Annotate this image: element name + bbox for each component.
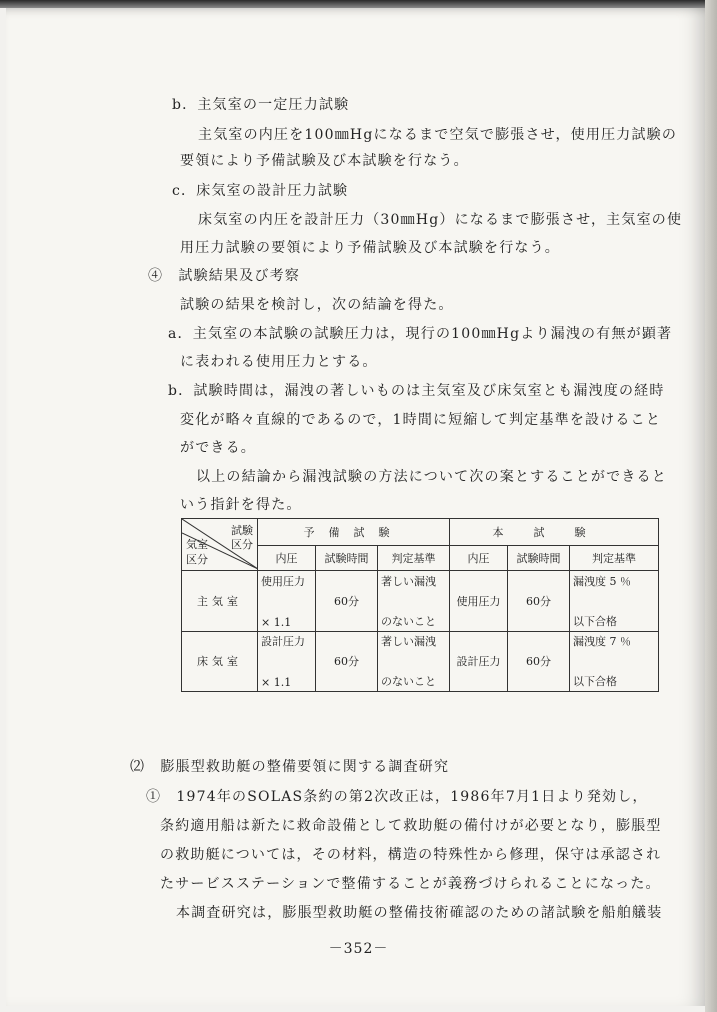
table-row [182,571,659,632]
paragraph-line: 要領により予備試験及び本試験を行なう。 [180,153,469,169]
paragraph-line: 変化が略々直線的であるので，1時間に短縮して判定基準を設けること [180,412,662,428]
paragraph-line: ができる。 [180,440,256,456]
subheader-pressure: 内圧 [450,546,508,571]
cell-hon-criteria: 漏洩度 5 ％ 以下合格 [570,571,659,632]
cell-hon-pressure: 設計圧力 [450,631,508,692]
cell-hon-time: 60分 [508,571,570,632]
table-row [182,631,659,692]
paragraph-line: たサービスステーションで整備することが義務づけられることになった。 [160,876,661,892]
cell-yobi-criteria: 著しい漏洩 のないこと [378,571,450,632]
corner-label-shiken: 試験 [231,524,253,537]
cell-hon-pressure: 使用圧力 [450,571,508,632]
item-b-heading: b．主気室の一定圧力試験 [172,97,350,113]
section-4-heading: ④ 試験結果及び考察 [148,268,300,284]
conclusion-b: b．試験時間は，漏洩の著しいものは主気室及び床気室とも漏洩度の経時 [168,383,665,399]
cell-yobi-time: 60分 [316,571,378,632]
cell-hon-criteria: 漏洩度 7 ％ 以下合格 [570,631,659,692]
row-label: 主気室 [182,571,258,632]
item-c-heading: c．床気室の設計圧力試験 [172,183,349,199]
corner-label-kubun-left: 区分 [186,553,208,566]
paragraph-line: いう指針を得た。 [180,497,302,513]
cell-yobi-pressure: 使用圧力 × 1.1 [258,571,316,632]
section-2-heading: ⑵ 膨脹型救助艇の整備要領に関する調査研究 [130,759,450,775]
paragraph-line: ① 1974年のSOLAS条約の第2次改正は，1986年7月1日より発効し， [146,789,648,805]
table-corner-cell [182,519,258,571]
paragraph-line: 用圧力試験の要領により予備試験及び本試験を行なう。 [180,240,560,256]
paragraph-line: 主気室の内圧を100㎜Hgになるまで空気で膨張させ，使用圧力試験の [198,127,678,143]
subheader-criteria: 判定基準 [570,546,659,571]
header-main-test: 本試験 [450,519,659,546]
scan-right-edge [705,0,717,1012]
conclusion-a: a．主気室の本試験の試験圧力は，現行の100㎜Hgより漏洩の有無が顕著 [168,326,673,342]
header-preliminary-test: 予備試験 [258,519,450,546]
corner-label-kishitsu: 気室 [186,538,208,551]
corner-label-kubun-top: 区分 [231,538,253,551]
page-number: －352－ [328,941,389,957]
subheader-test-time: 試験時間 [316,546,378,571]
cell-yobi-criteria: 著しい漏洩 のないこと [378,631,450,692]
paragraph-line: 条約適用船は新たに救命設備として救助艇の備付けが必要となり，膨脹型 [160,818,662,834]
subheader-test-time: 試験時間 [508,546,570,571]
cell-hon-time: 60分 [508,631,570,692]
paragraph-line: 本調査研究は，膨脹型救助艇の整備技術確認のための諸試験を船舶艤装 [176,905,663,921]
cell-yobi-pressure: 設計圧力 × 1.1 [258,631,316,692]
cell-yobi-time: 60分 [316,631,378,692]
paragraph-line: に表われる使用圧力とする。 [180,354,378,370]
subheader-pressure: 内圧 [258,546,316,571]
paragraph-line: 床気室の内圧を設計圧力（30㎜Hg）になるまで膨張させ，主気室の使 [198,212,683,228]
subheader-criteria: 判定基準 [378,546,450,571]
paragraph-line: 試験の結果を検討し，次の結論を得た。 [180,297,454,313]
paragraph-line: の救助艇については，その材料，構造の特殊性から修理，保守は承認され [160,847,662,863]
leak-test-table [181,518,659,692]
row-label: 床気室 [182,631,258,692]
paragraph-line: 以上の結論から漏洩試験の方法について次の案とすることができると [196,469,667,485]
scan-top-edge [0,0,717,8]
